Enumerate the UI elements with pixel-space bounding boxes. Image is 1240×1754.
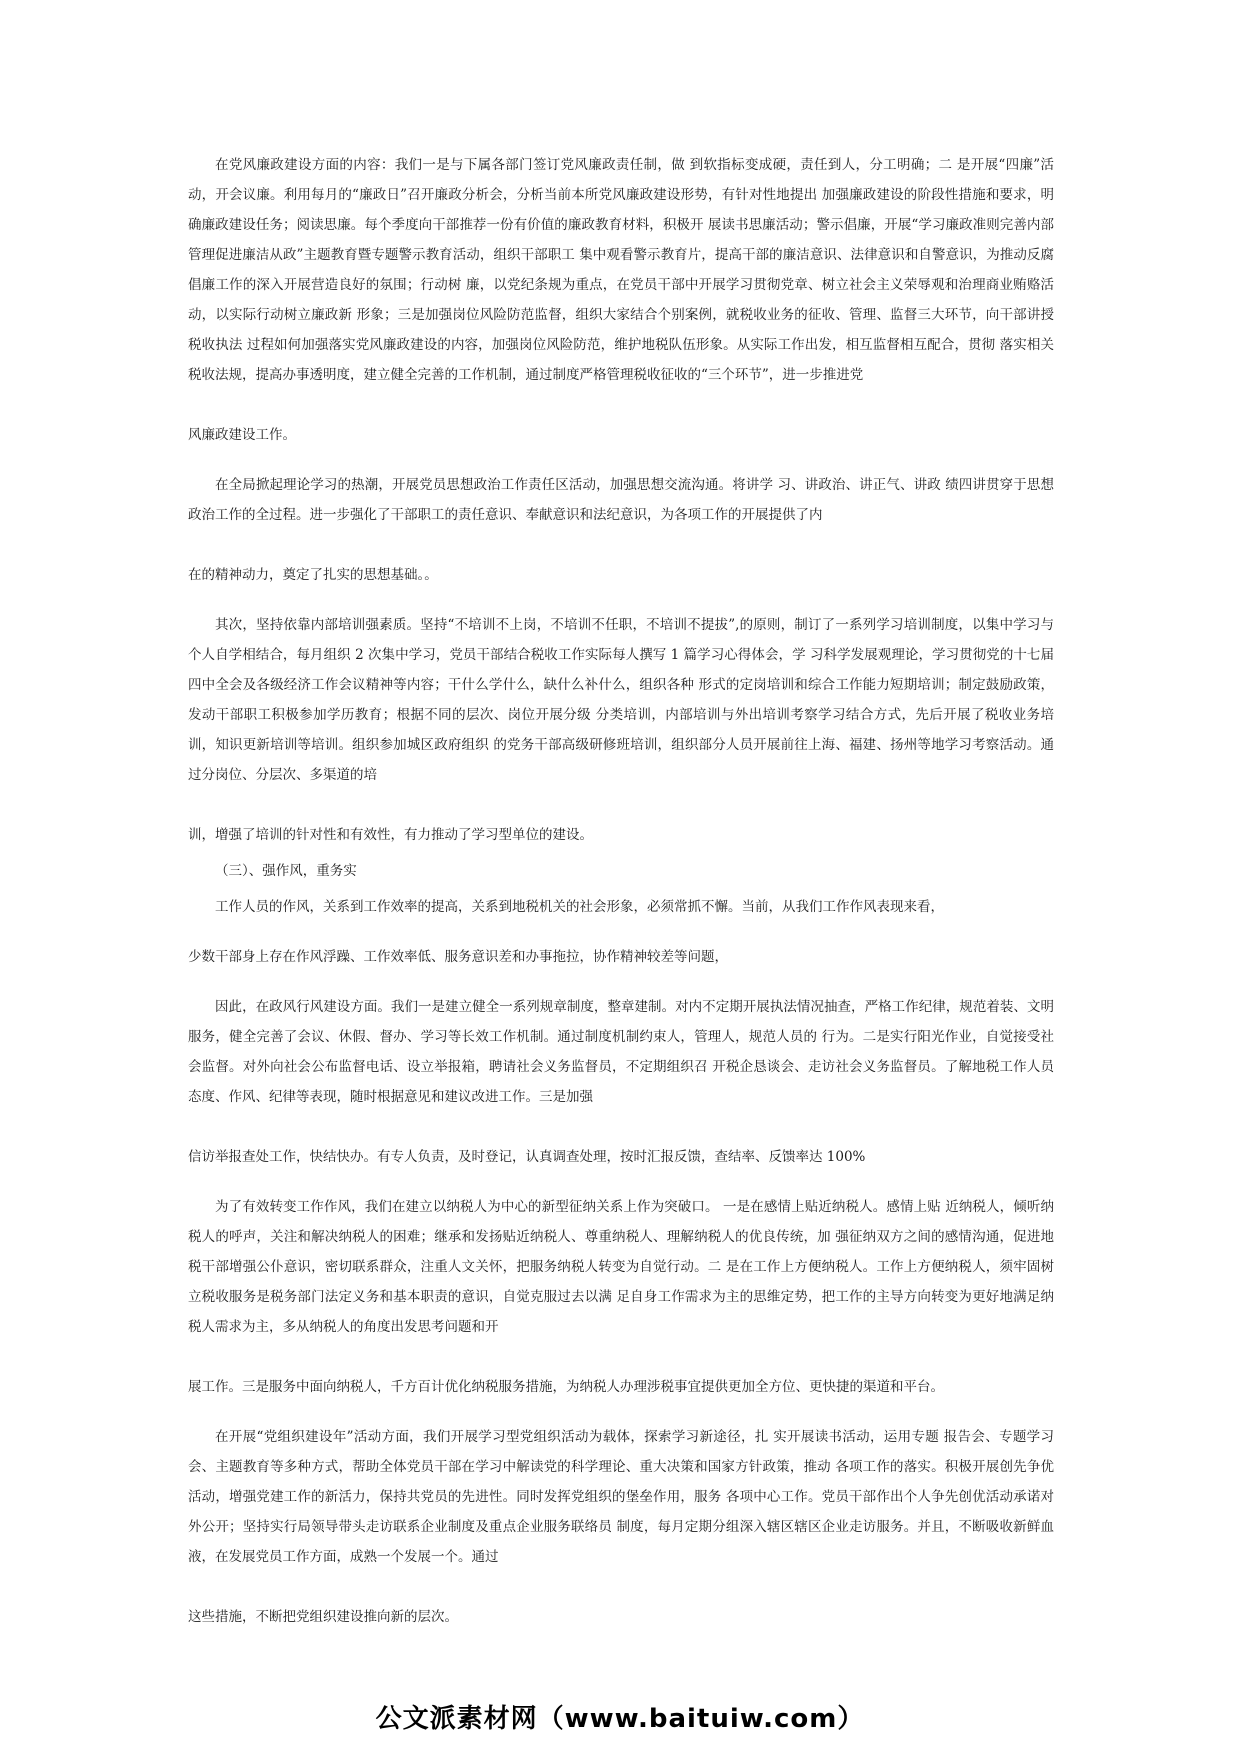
paragraph: 其次，坚持依靠内部培训强素质。坚持“不培训不上岗，不培训不任职，不培训不提拔”,的原则，制订了一系列学习培训制度，以集中学习与个人自学相结合，每月组织 2 次集中学习，党员干部结合税收工作实际每人撰写 1 篇学习心得体会，学 习科学发展观理论，学习贯彻党的十七届四中全会及各级经济工作会议精神等内容；干什么学什么，缺什么补什么，组织各种 形式的定岗培训和综合工作能力短期培训；制定鼓励政策，发动干部职工积极参加学历教育；根据不同的层次、岗位开展分级 分类培训，内部培训与外出培训考察学习结合方式，先后开展了税收业务培训，知识更新培训等培训。组织参加城区政府组织 的党务干部高级研修班培训，组织部分人员开展前往上海、福建、扬州等地学习考察活动。通过分岗位、分层次、多渠道的培 [188, 617, 1054, 783]
paragraph: 在党风廉政建设方面的内容：我们一是与下属各部门签订党风廉政责任制，做 到软指标变成硬，责任到人，分工明确；二 是开展“四廉”活动，开会议廉。利用每月的“廉政日”召开廉政分析会，分析当前本所党风廉政建设形势，有针对性地提出 加强廉政建设的阶段性措施和要求，明确廉政建设任务；阅读思廉。每个季度向干部推荐一份有价值的廉政教育材料，积极开 展读书思廉活动；警示倡廉，开展“学习廉政准则完善内部管理促进廉洁从政”主题教育暨专题警示教育活动，组织干部职工 集中观看警示教育片，提高干部的廉洁意识、法律意识和自警意识，为推动反腐倡廉工作的深入开展营造良好的氛围；行动树 廉，以党纪条规为重点，在党员干部中开展学习贯彻党章、树立社会主义荣辱观和治理商业贿赂活动，以实际行动树立廉政新 形象；三是加强岗位风险防范监督，组织大家结合个别案例，就税收业务的征收、管理、监督三大环节，向干部讲授税收执法 过程如何加强落实党风廉政建设的内容，加强岗位风险防范，维护地税队伍形象。从实际工作出发，相互监督相互配合，贯彻 落实相关税收法规，提高办事透明度，建立健全完善的工作机制，通过制度严格管理税收征收的“三个环节”，进一步推进党 [188, 157, 1054, 383]
paragraph: 在开展“党组织建设年”活动方面，我们开展学习型党组织活动为载体，探索学习新途径，扎 实开展读书活动，运用专题 报告会、专题学习会、主题教育等多种方式，帮助全体党员干部在学习中解读党的科学理论、重大决策和国家方针政策，推动 各项工作的落实。积极开展创先争优活动，增强党建工作的新活力，保持共党员的先进性。同时发挥党组织的堡垒作用，服务 各项中心工作。党员干部作出个人争先创优活动承诺对外公开；坚持实行局领导带头走访联系企业制度及重点企业服务联络员 制度，每月定期分组深入辖区辖区企业走访服务。并且，不断吸收新鲜血液，在发展党员工作方面，成熟一个发展一个。通过 [188, 1429, 1054, 1565]
paragraph: 工作人员的作风，关系到工作效率的提高，关系到地税机关的社会形象，必须常抓不懈。当前，从我们工作作风表现来看， [215, 899, 944, 915]
paragraph: 少数干部身上存在作风浮躁、工作效率低、服务意识差和办事拖拉，协作精神较差等问题， [188, 949, 728, 965]
footer-watermark: 公文派素材网（www.baituiw.com） [375, 1704, 865, 1734]
paragraph: 因此，在政风行风建设方面。我们一是建立健全一系列规章制度，整章建制。对内不定期开展执法情况抽查，严格工作纪律，规范着装、文明服务，健全完善了会议、休假、督办、学习等长效工作机制。通过制度机制约束人，管理人，规范人员的 行为。二是实行阳光作业，自觉接受社会监督。对外向社会公布监督电话、设立举报箱，聘请社会义务监督员，不定期组织召 开税企恳谈会、走访社会义务监督员。了解地税工作人员态度、作风、纪律等表现，随时根据意见和建议改进工作。三是加强 [188, 999, 1054, 1105]
paragraph: 为了有效转变工作作风，我们在建立以纳税人为中心的新型征纳关系上作为突破口。 一是在感情上贴近纳税人。感情上贴 近纳税人，倾听纳税人的呼声，关注和解决纳税人的困难；继承和发扬贴近纳税人、尊重纳税人、理解纳税人的优良传统，加 强征纳双方之间的感情沟通，促进地税干部增强公仆意识，密切联系群众，注重人文关怀，把服务纳税人转变为自觉行动。二 是在工作上方便纳税人。工作上方便纳税人，须牢固树立税收服务是税务部门法定义务和基本职责的意识，自觉克服过去以满 足自身工作需求为主的思维定势，把工作的主导方向转变为更好地满足纳税人需求为主，多从纳税人的角度出发思考问题和开 [188, 1199, 1054, 1335]
paragraph: 在的精神动力，奠定了扎实的思想基础。。 [188, 567, 438, 583]
paragraph: 训，增强了培训的针对性和有效性，有力推动了学习型单位的建设。 [188, 827, 593, 843]
paragraph: 展工作。三是服务中面向纳税人，千方百计优化纳税服务措施，为纳税人办理涉税事宜提供更加全方位、更快捷的渠道和平台。 [188, 1379, 944, 1395]
document-body [188, 150, 1054, 1632]
paragraph: 风廉政建设工作。 [188, 427, 296, 443]
section-heading: （三）、强作风，重务实 [215, 863, 357, 879]
paragraph: 这些措施，不断把党组织建设推向新的层次。 [188, 1609, 458, 1625]
paragraph: 信访举报查处工作，快结快办。有专人负责，及时登记，认真调查处理，按时汇报反馈，查结率、反馈率达 100% [188, 1149, 866, 1165]
paragraph: 在全局掀起理论学习的热潮，开展党员思想政治工作责任区活动，加强思想交流沟通。将讲学 习、讲政治、讲正气、讲政 绩四讲贯穿于思想政治工作的全过程。进一步强化了干部职工的责任意识、奉献意识和法纪意识，为各项工作的开展提供了内 [188, 477, 1054, 523]
